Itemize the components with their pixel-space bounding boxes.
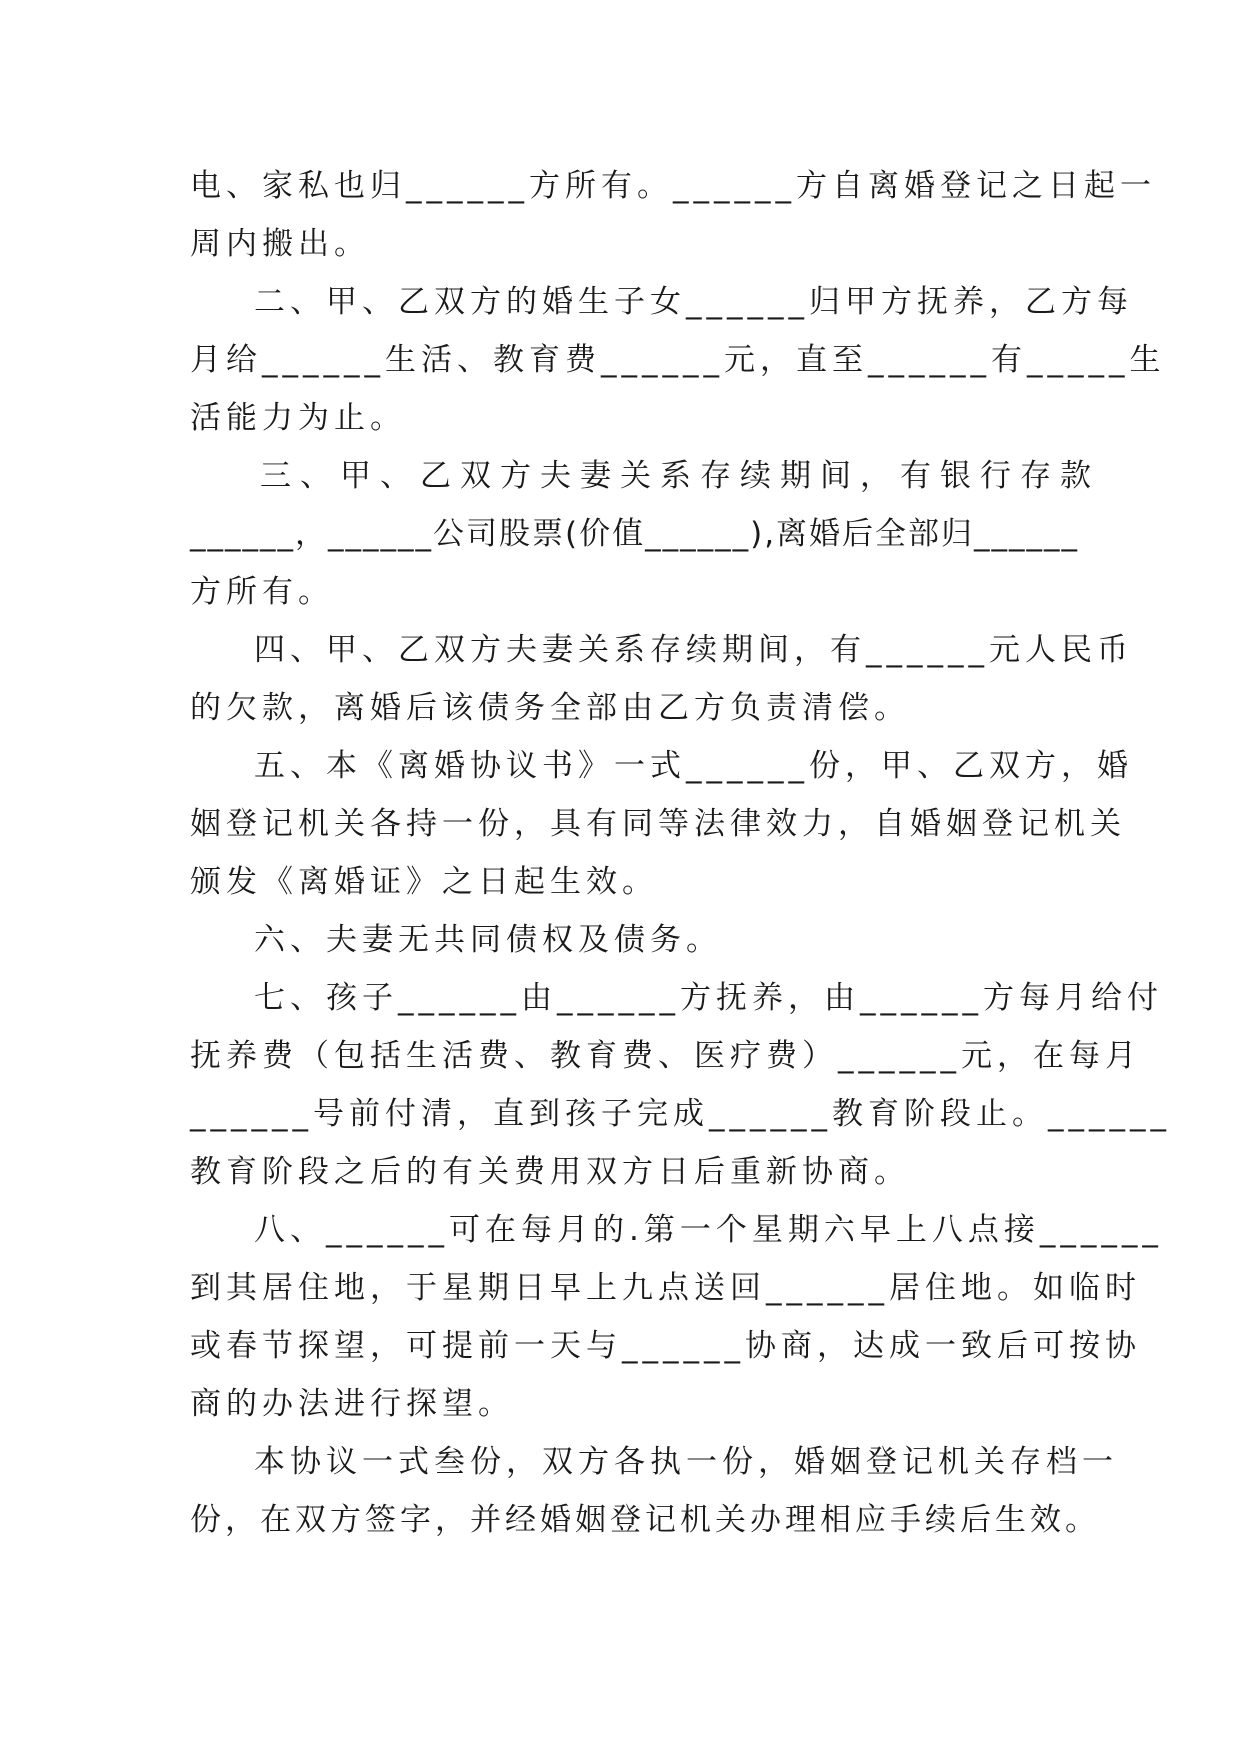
- text-line: 五、本《离婚协议书》一式______份，甲、乙双方，婚: [254, 748, 1133, 784]
- text-line: 电、家私也归______方所有。______方自离婚登记之日起一: [190, 168, 1156, 204]
- text-line: 本协议一式叁份，双方各执一份，婚姻登记机关存档一: [254, 1444, 1118, 1480]
- text-line: 份，在双方签字，并经婚姻登记机关办理相应手续后生效。: [190, 1502, 1100, 1538]
- text-line: 二、甲、乙双方的婚生子女______归甲方抚养，乙方每: [254, 284, 1133, 320]
- text-line: 六、夫妻无共同债权及债务。: [254, 922, 722, 958]
- text-line: 月给______生活、教育费______元，直至______有_____生: [190, 342, 1166, 378]
- text-line: 商的办法进行探望。: [190, 1386, 514, 1422]
- text-line: 三、甲、乙双方夫妻关系存续期间，有银行存款: [260, 458, 1100, 494]
- text-line: 抚养费（包括生活费、教育费、医疗费）______元，在每月: [190, 1038, 1141, 1074]
- text-line: ______，______公司股票(价值______),离婚后全部归______: [190, 516, 1080, 552]
- text-line: 姻登记机关各持一份，具有同等法律效力，自婚姻登记机关: [190, 806, 1126, 842]
- text-line: 或春节探望，可提前一天与______协商，达成一致后可按协: [190, 1328, 1141, 1364]
- text-line: 的欠款，离婚后该债务全部由乙方负责清偿。: [190, 690, 910, 726]
- text-line: 周内搬出。: [190, 226, 370, 262]
- text-line: 活能力为止。: [190, 400, 406, 436]
- text-line: 到其居住地，于星期日早上九点送回______居住地。如临时: [190, 1270, 1141, 1306]
- text-line: 四、甲、乙双方夫妻关系存续期间，有______元人民币: [254, 632, 1133, 668]
- text-line: 方所有。: [190, 574, 334, 610]
- text-line: ______号前付清，直到孩子完成______教育阶段止。______: [190, 1096, 1171, 1132]
- text-line: 八、______可在每月的.第一个星期六早上八点接______: [254, 1212, 1163, 1248]
- text-line: 颁发《离婚证》之日起生效。: [190, 864, 658, 900]
- text-line: 七、孩子______由______方抚养，由______方每月给付: [254, 980, 1163, 1016]
- text-line: 教育阶段之后的有关费用双方日后重新协商。: [190, 1154, 910, 1190]
